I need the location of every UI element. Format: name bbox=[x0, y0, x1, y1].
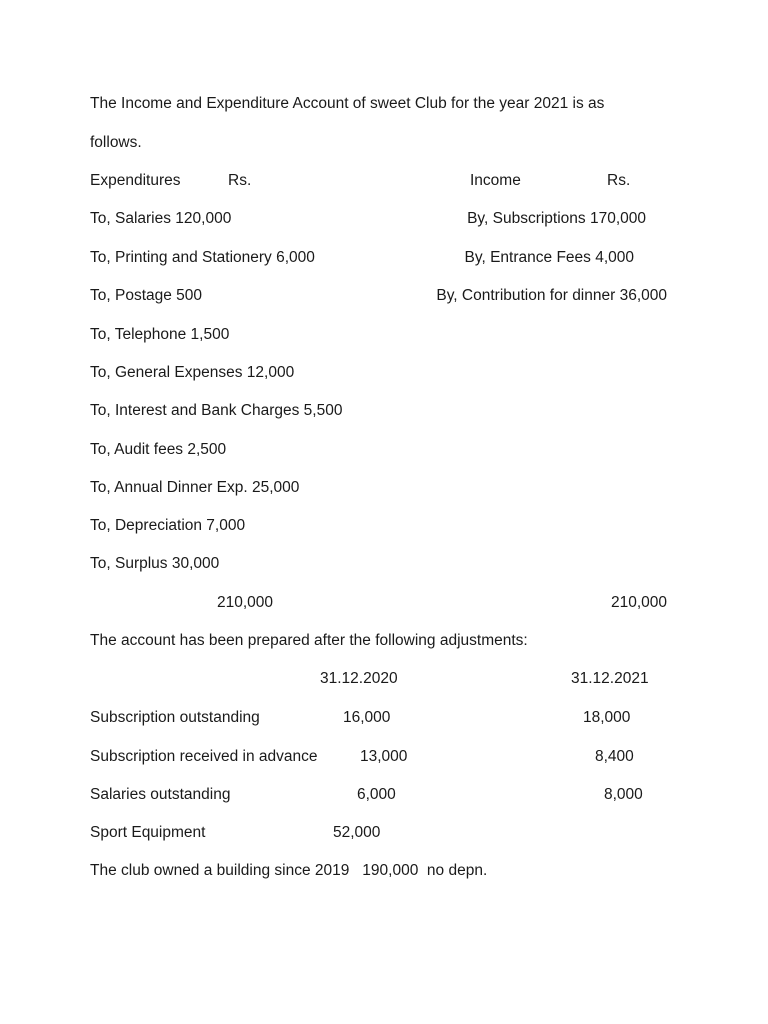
adjustment-value-2021: 8,400 bbox=[595, 748, 634, 765]
header-rs-left: Rs. bbox=[228, 172, 252, 189]
header-expenditures: Expenditures bbox=[90, 172, 181, 189]
adjustment-value-2021: 18,000 bbox=[583, 709, 631, 726]
intro-line-2: follows. bbox=[90, 134, 142, 151]
expenditure-item: To, Surplus 30,000 bbox=[90, 555, 220, 572]
adjustment-value-2020: 16,000 bbox=[343, 709, 391, 726]
expenditure-item: To, Interest and Bank Charges 5,500 bbox=[90, 402, 343, 419]
expenditure-item: To, Depreciation 7,000 bbox=[90, 517, 246, 534]
expenditure-item: To, Audit fees 2,500 bbox=[90, 441, 227, 458]
adjustment-label: Subscription received in advance bbox=[90, 748, 318, 765]
expenditure-item: To, General Expenses 12,000 bbox=[90, 364, 295, 381]
building-note: The club owned a building since 2019 190,000 no depn. bbox=[90, 862, 488, 879]
adjustment-value-2020: 13,000 bbox=[360, 748, 408, 765]
expenditure-item: To, Salaries 120,000 bbox=[90, 210, 232, 227]
adjustment-value-2020: 6,000 bbox=[357, 786, 396, 803]
income-item: By, Subscriptions 170,000 bbox=[467, 210, 646, 227]
adjustment-value-2021: 8,000 bbox=[604, 786, 643, 803]
adjustment-label: Subscription outstanding bbox=[90, 709, 260, 726]
expenditure-item: To, Postage 500 bbox=[90, 287, 203, 304]
adjustments-col-2020: 31.12.2020 bbox=[320, 670, 398, 687]
total-left: 210,000 bbox=[217, 594, 274, 611]
total-right: 210,000 bbox=[610, 594, 667, 611]
adjustment-label: Sport Equipment bbox=[90, 824, 206, 841]
income-item: By, Entrance Fees 4,000 bbox=[464, 249, 634, 266]
adjustment-value-2020: 52,000 bbox=[333, 824, 381, 841]
expenditure-item: To, Telephone 1,500 bbox=[90, 326, 230, 343]
income-item: By, Contribution for dinner 36,000 bbox=[436, 287, 667, 304]
expenditure-item: To, Printing and Stationery 6,000 bbox=[90, 249, 315, 266]
adjustment-label: Salaries outstanding bbox=[90, 786, 231, 803]
intro-line-1: The Income and Expenditure Account of sweet Club for the year 2021 is as bbox=[90, 95, 605, 112]
expenditure-item: To, Annual Dinner Exp. 25,000 bbox=[90, 479, 300, 496]
header-rs-right: Rs. bbox=[607, 172, 631, 189]
adjustments-intro: The account has been prepared after the following adjustments: bbox=[90, 632, 528, 649]
adjustments-col-2021: 31.12.2021 bbox=[571, 670, 649, 687]
header-income: Income bbox=[470, 172, 521, 189]
